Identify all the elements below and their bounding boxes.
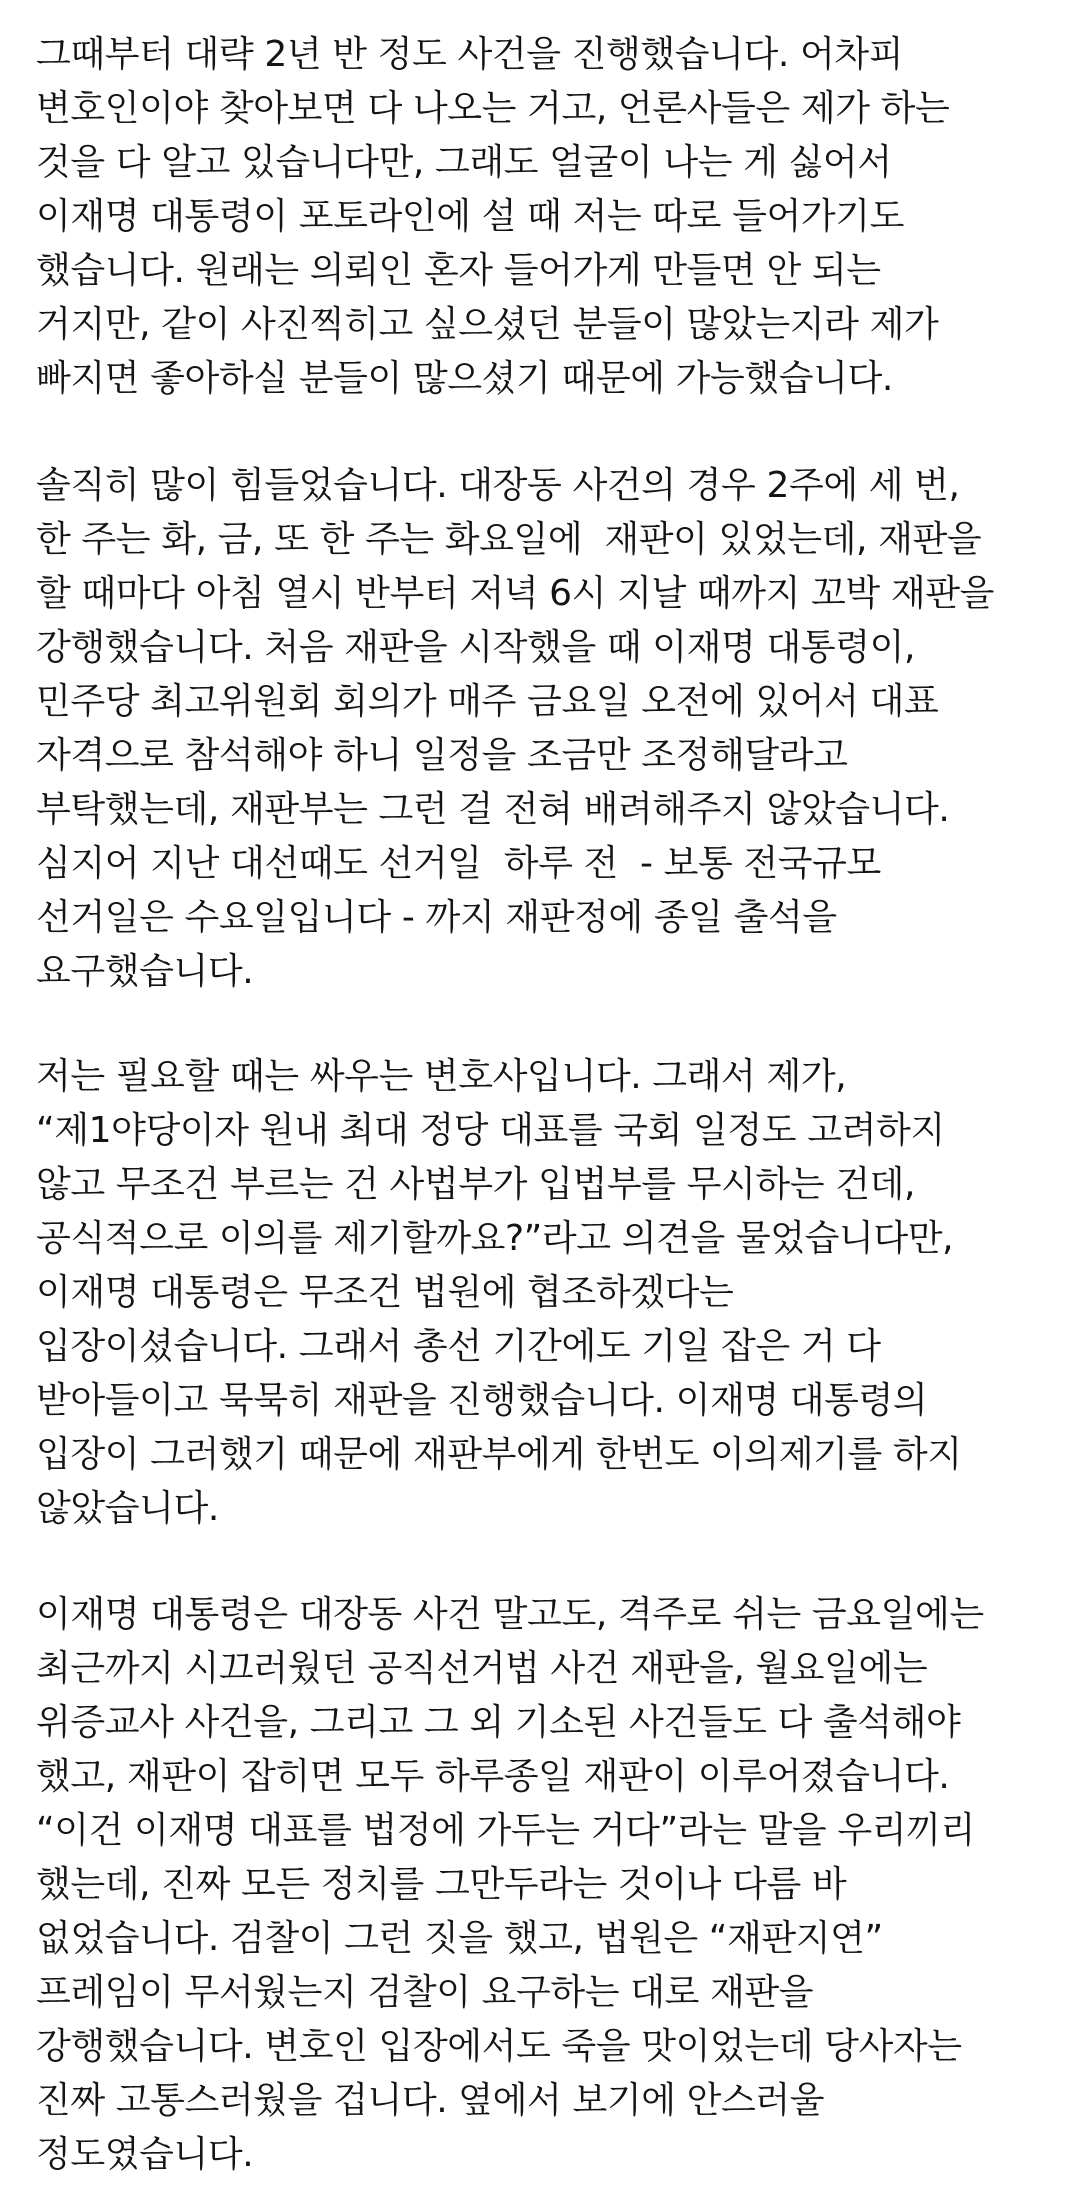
text-line: 공식적으로 이의를 제기할까요?”라고 의견을 물었습니다만,	[36, 1218, 954, 1259]
text-line: 것을 다 알고 있습니다만, 그래도 얼굴이 나는 게 싫어서	[36, 142, 892, 183]
text-line: 부탁했는데, 재판부는 그런 걸 전혀 배려해주지 않았습니다.	[36, 789, 950, 830]
text-line: 심지어 지난 대선때도 선거일 하루 전 - 보통 전국규모	[36, 843, 881, 884]
text-line: 않고 무조건 부르는 건 사법부가 입법부를 무시하는 건데,	[36, 1164, 915, 1205]
paragraph-4	[36, 1588, 1056, 2182]
text-line: 변호인이야 찾아보면 다 나오는 거고, 언론사들은 제가 하는	[36, 88, 950, 129]
text-line: 그때부터 대략 2년 반 정도 사건을 진행했습니다. 어차피	[36, 34, 904, 75]
text-line: 민주당 최고위원회 회의가 매주 금요일 오전에 있어서 대표	[36, 681, 939, 722]
text-line: 위증교사 사건을, 그리고 그 외 기소된 사건들도 다 출석해야	[36, 1702, 961, 1743]
text-line: 이재명 대통령이 포토라인에 설 때 저는 따로 들어가기도	[36, 196, 904, 237]
text-line: 받아들이고 묵묵히 재판을 진행했습니다. 이재명 대통령의	[36, 1380, 928, 1421]
text-line: 강행했습니다. 변호인 입장에서도 죽을 맛이었는데 당사자는	[36, 2026, 962, 2067]
text-line: 진짜 고통스러웠을 겁니다. 옆에서 보기에 안스러울	[36, 2080, 825, 2121]
text-line: 않았습니다.	[36, 1488, 219, 1529]
text-line: 거지만, 같이 사진찍히고 싶으셨던 분들이 많았는지라 제가	[36, 304, 939, 345]
text-line: “제1야당이자 원내 최대 정당 대표를 국회 일정도 고려하지	[36, 1110, 945, 1151]
text-line: 입장이셨습니다. 그래서 총선 기간에도 기일 잡은 거 다	[36, 1326, 881, 1367]
text-line: 선거일은 수요일입니다 - 까지 재판정에 종일 출석을	[36, 897, 837, 938]
text-line: 한 주는 화, 금, 또 한 주는 화요일에 재판이 있었는데, 재판을	[36, 519, 982, 560]
text-line: 이재명 대통령은 대장동 사건 말고도, 격주로 쉬는 금요일에는	[36, 1594, 984, 1635]
text-line: 했습니다. 원래는 의뢰인 혼자 들어가게 만들면 안 되는	[36, 250, 881, 291]
text-line: 정도였습니다.	[36, 2134, 254, 2175]
text-line: 없었습니다. 검찰이 그런 짓을 했고, 법원은 “재판지연”	[36, 1918, 883, 1959]
text-line: 강행했습니다. 처음 재판을 시작했을 때 이재명 대통령이,	[36, 627, 915, 668]
text-line: 했고, 재판이 잡히면 모두 하루종일 재판이 이루어졌습니다.	[36, 1756, 950, 1797]
text-line: 자격으로 참석해야 하니 일정을 조금만 조정해달라고	[36, 735, 848, 776]
text-line: 이재명 대통령은 무조건 법원에 협조하겠다는	[36, 1272, 734, 1313]
text-line: 솔직히 많이 힘들었습니다. 대장동 사건의 경우 2주에 세 번,	[36, 465, 960, 506]
paragraph-2	[36, 459, 1056, 999]
text-line: “이건 이재명 대표를 법정에 가두는 거다”라는 말을 우리끼리	[36, 1810, 975, 1851]
text-line: 입장이 그러했기 때문에 재판부에게 한번도 이의제기를 하지	[36, 1434, 962, 1475]
text-line: 최근까지 시끄러웠던 공직선거법 사건 재판을, 월요일에는	[36, 1648, 928, 1689]
text-line: 빠지면 좋아하실 분들이 많으셨기 때문에 가능했습니다.	[36, 358, 893, 399]
paragraph-3	[36, 1050, 1056, 1536]
text-line: 저는 필요할 때는 싸우는 변호사입니다. 그래서 제가,	[36, 1056, 847, 1097]
text-line: 프레임이 무서웠는지 검찰이 요구하는 대로 재판을	[36, 1972, 814, 2013]
text-line: 했는데, 진짜 모든 정치를 그만두라는 것이나 다름 바	[36, 1864, 847, 1905]
text-line: 요구했습니다.	[36, 951, 254, 992]
paragraph-1	[36, 28, 1056, 406]
text-line: 할 때마다 아침 열시 반부터 저녁 6시 지날 때까지 꼬박 재판을	[36, 573, 994, 614]
